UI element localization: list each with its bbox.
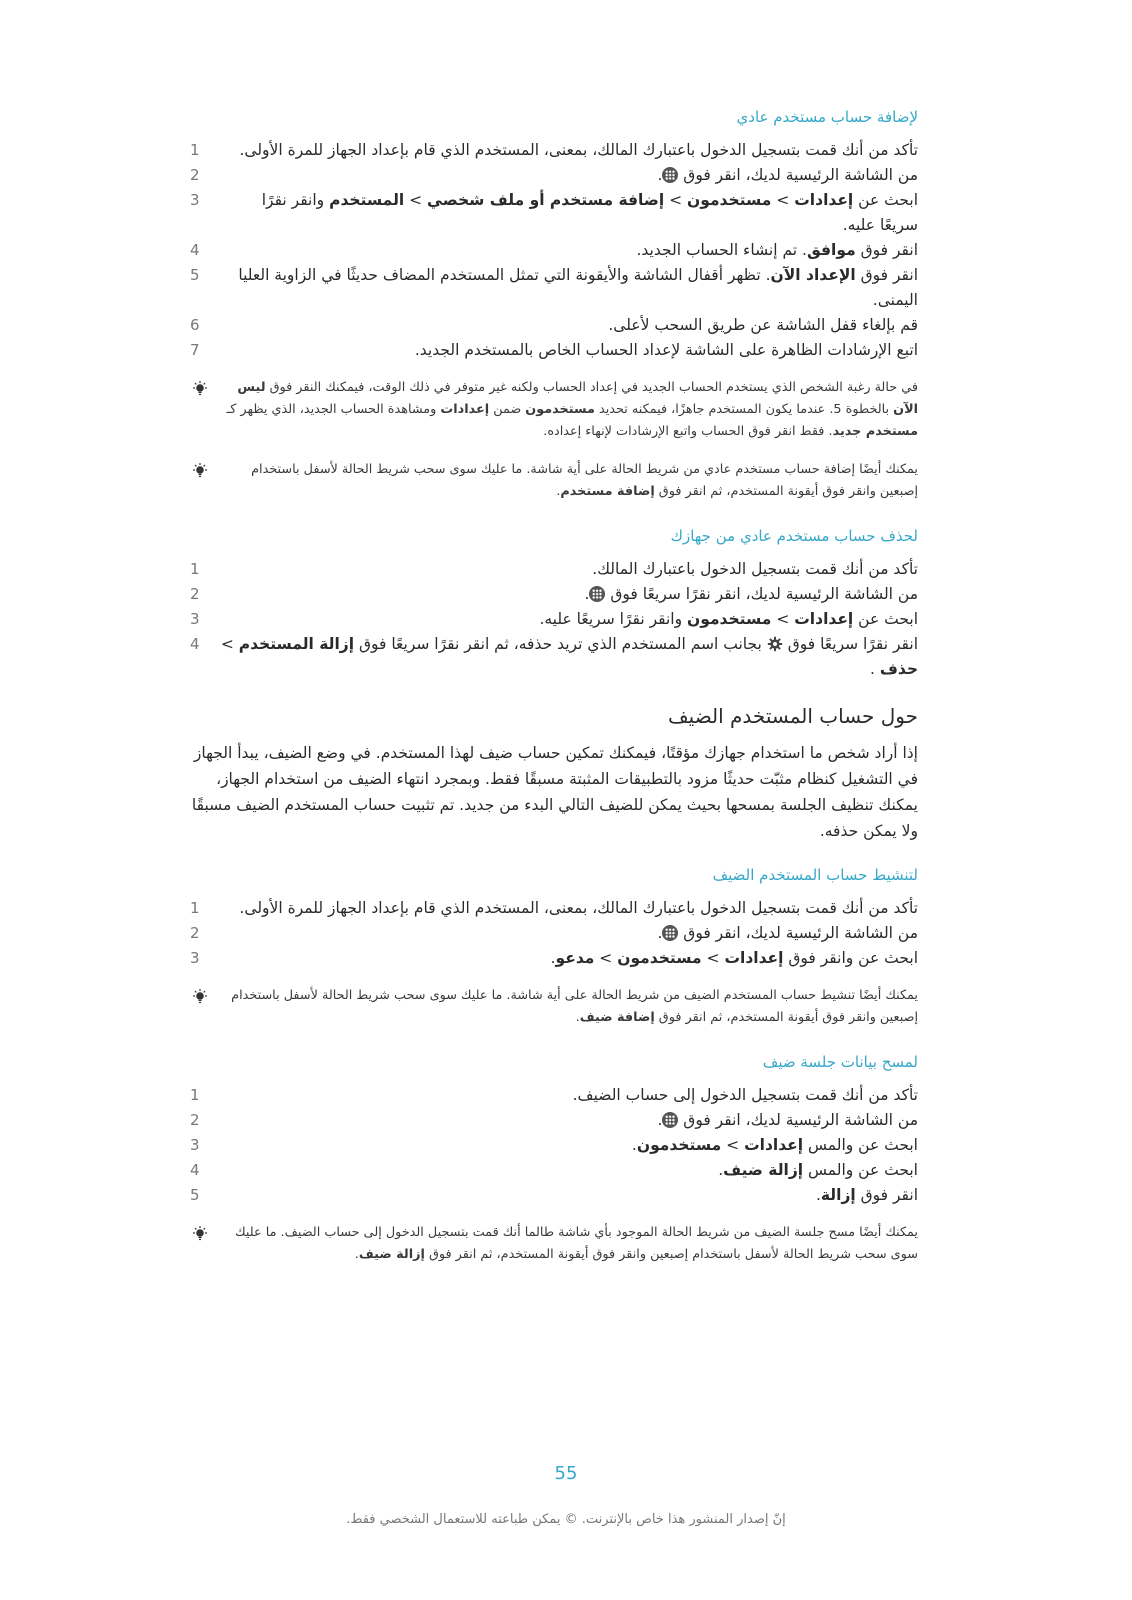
step-text-end: . — [657, 166, 663, 184]
step-number: 3 — [190, 949, 200, 967]
step-text: تأكد من أنك قمت بتسجيل الدخول باعتبارك المالك، بمعنى، المستخدم الذي قام بإعداد الجهاز للمرة الأولى. — [239, 899, 918, 917]
step-item — [190, 921, 918, 946]
step-number: 4 — [190, 241, 200, 259]
apps-grid-icon — [662, 167, 678, 183]
step-text-end: . — [657, 1111, 663, 1129]
lightbulb-icon — [190, 987, 210, 1007]
tip-text: يمكنك أيضًا مسح جلسة الضيف من شريط الحالة الموجود بأي شاشة طالما أنك قمت بتسجيل الدخول إلى حساب الضيف. ما عليك سوى سحب شريط الحالة لأسفل باستخدام إصبعين وانقر فوق أيقونة المستخدم، ثم انقر فوق — [235, 1225, 918, 1262]
lightbulb-icon — [190, 1224, 210, 1244]
step-number: 1 — [190, 899, 200, 917]
tip-text: ضمن — [489, 402, 526, 417]
tip-text: . — [556, 484, 561, 499]
ui-term: موافق — [806, 241, 856, 259]
step-text: بجانب اسم المستخدم الذي تريد حذفه، ثم انقر نقرًا سريعًا فوق — [354, 635, 767, 653]
step-text: من الشاشة الرئيسية لديك، انقر نقرًا سريعًا فوق — [605, 585, 918, 603]
step-text: ابحث عن والمس — [803, 1161, 918, 1179]
step-text: تأكد من أنك قمت بتسجيل الدخول إلى حساب الضيف. — [572, 1086, 918, 1104]
step-number: 5 — [190, 1186, 200, 1204]
gear-icon — [767, 636, 783, 652]
ui-term: الإعداد الآن — [770, 266, 856, 284]
step-text-end: . — [631, 1136, 637, 1154]
step-item — [190, 263, 918, 313]
apps-grid-icon — [589, 586, 605, 602]
tip-text: ومشاهدة الحساب الجديد، الذي يظهر كـ — [226, 402, 441, 417]
ui-term: إضافة مستخدم — [560, 484, 655, 499]
step-text: انقر فوق — [855, 1186, 918, 1204]
page-number: 55 — [554, 1463, 578, 1484]
ui-term: حذف — [879, 660, 918, 678]
step-number: 4 — [190, 635, 200, 653]
step-number: 1 — [190, 560, 200, 578]
step-item — [190, 338, 918, 363]
section-heading-delete-user: لحذف حساب مستخدم عادي من جهازك — [670, 527, 918, 545]
step-text-end: . — [870, 660, 880, 678]
tip-text: . — [354, 1247, 359, 1262]
tip-text: . — [575, 1010, 580, 1025]
step-number: 5 — [190, 266, 200, 284]
lightbulb-icon — [190, 461, 210, 481]
tip-text: يمكنك أيضًا إضافة حساب مستخدم عادي من شريط الحالة على أية شاشة. ما عليك سوى سحب شريط الحالة لأسفل باستخدام إصبعين وانقر فوق أيقونة المستخدم، ثم انقر فوق — [251, 462, 918, 499]
step-text: انقر فوق — [855, 266, 918, 284]
step-item — [190, 896, 918, 921]
step-item — [190, 1158, 918, 1183]
step-item — [190, 1183, 918, 1208]
step-number: 3 — [190, 610, 200, 628]
step-item — [190, 557, 918, 582]
step-text-end: . — [815, 1186, 821, 1204]
ui-term: إزالة — [820, 1186, 856, 1204]
step-text: ابحث عن والمس — [803, 1136, 918, 1154]
step-number: 3 — [190, 1136, 200, 1154]
step-item — [190, 238, 918, 263]
ui-term: إزالة المستخدم — [238, 635, 355, 653]
path-separator: > — [594, 949, 618, 967]
step-text: تأكد من أنك قمت بتسجيل الدخول باعتبارك المالك. — [592, 560, 918, 578]
apps-grid-icon — [662, 925, 678, 941]
step-number: 2 — [190, 924, 200, 942]
step-item — [190, 1083, 918, 1108]
step-text: ابحث عن — [853, 610, 918, 628]
section-heading-clear-guest: لمسح بيانات جلسة ضيف — [762, 1053, 918, 1071]
ui-term: مستخدمون — [617, 949, 702, 967]
step-text-end: . — [657, 924, 663, 942]
section-heading-add-user: لإضافة حساب مستخدم عادي — [736, 108, 918, 126]
step-number: 4 — [190, 1161, 200, 1179]
manual-page — [190, 106, 918, 1282]
step-item — [190, 163, 918, 188]
ui-term: إزالة ضيف — [358, 1247, 425, 1262]
step-item — [190, 138, 918, 163]
step-text-end: . تظهر أقفال الشاشة والأيقونة التي تمثل المستخدم المضاف حديثًا في الزاوية العليا اليمنى. — [238, 266, 918, 309]
step-number: 2 — [190, 166, 200, 184]
ui-term: إعدادات — [794, 191, 854, 209]
ui-term: مستخدم جديد — [832, 424, 918, 439]
ui-term: مدعو — [555, 949, 595, 967]
step-number: 2 — [190, 585, 200, 603]
lightbulb-icon — [190, 379, 210, 399]
step-number: 2 — [190, 1111, 200, 1129]
tip-note — [190, 459, 918, 503]
step-number: 6 — [190, 316, 200, 334]
tip-note — [190, 985, 918, 1029]
step-text: من الشاشة الرئيسية لديك، انقر فوق — [678, 924, 918, 942]
steps-delete-user — [190, 557, 918, 682]
step-text: من الشاشة الرئيسية لديك، انقر فوق — [678, 1111, 918, 1129]
path-separator: > — [664, 191, 688, 209]
steps-activate-guest — [190, 896, 918, 971]
path-separator: > — [771, 191, 795, 209]
step-text: من الشاشة الرئيسية لديك، انقر فوق — [678, 166, 918, 184]
step-item — [190, 607, 918, 632]
ui-term: إعدادات — [794, 610, 854, 628]
path-separator: > — [220, 635, 239, 653]
step-item — [190, 313, 918, 338]
ui-term: إضافة ضيف — [579, 1010, 655, 1025]
guest-paragraph: إذا أراد شخص ما استخدام جهازك مؤقتًا، فيمكنك تمكين حساب ضيف لهذا المستخدم. في وضع الضيف، يبدأ الجهاز في التشغيل كنظام مثبّت حديثًا مزود بالتطبيقات المثبتة مسبقًا فقط. وبمجرد انتهاء الضيف من استخدام الجهاز، يمكنك تنظيف الجلسة بمسحها بحيث يمكن للضيف التالي البدء من جديد. تم تثبيت حساب المستخدم الضيف مسبقًا ولا يمكن حذفه. — [191, 744, 918, 840]
ui-term: مستخدمون — [687, 610, 772, 628]
step-item — [190, 582, 918, 607]
step-text-end: وانقر نقرًا سريعًا عليه. — [261, 191, 918, 234]
path-separator: > — [771, 610, 795, 628]
step-text: تأكد من أنك قمت بتسجيل الدخول باعتبارك المالك، بمعنى، المستخدم الذي قام بإعداد الجهاز للمرة الأولى. — [239, 141, 918, 159]
step-number: 1 — [190, 1086, 200, 1104]
path-separator: > — [701, 949, 725, 967]
ui-term: ليس الآن — [237, 380, 918, 417]
path-separator: > — [404, 191, 428, 209]
step-item — [190, 1133, 918, 1158]
step-text-end: . — [550, 949, 556, 967]
step-text: انقر نقرًا سريعًا فوق — [782, 635, 918, 653]
ui-term: إزالة ضيف — [723, 1161, 804, 1179]
step-item — [190, 188, 918, 238]
ui-term: المستخدم — [329, 191, 405, 209]
tip-text: يمكنك أيضًا تنشيط حساب المستخدم الضيف من شريط الحالة على أية شاشة. ما عليك سوى سحب شريط الحالة لأسفل باستخدام إصبعين وانقر فوق أيقونة المستخدم، ثم انقر فوق — [231, 988, 918, 1025]
ui-term: إعدادات — [744, 1136, 804, 1154]
ui-term: إعدادات — [440, 402, 490, 417]
step-number: 7 — [190, 341, 200, 359]
ui-term: إعدادات — [724, 949, 784, 967]
ui-term: مستخدمون — [687, 191, 772, 209]
section-heading-activate-guest: لتنشيط حساب المستخدم الضيف — [712, 866, 918, 884]
tip-note — [190, 1222, 918, 1266]
path-separator: > — [721, 1136, 745, 1154]
apps-grid-icon — [662, 1112, 678, 1128]
step-number: 1 — [190, 141, 200, 159]
ui-term: مستخدمون — [636, 1136, 722, 1154]
ui-term: مستخدمون — [525, 402, 595, 417]
steps-add-user — [190, 138, 918, 363]
section-heading-guest: حول حساب المستخدم الضيف — [667, 704, 918, 728]
step-text-end: وانقر نقرًا سريعًا عليه. — [539, 610, 688, 628]
tip-text: بالخطوة 5. عندما يكون المستخدم جاهزًا، فيمكنه تحديد — [594, 402, 894, 417]
step-text: اتبع الإرشادات الظاهرة على الشاشة لإعداد الحساب الخاص بالمستخدم الجديد. — [414, 341, 918, 359]
step-text: ابحث عن وانقر فوق — [783, 949, 918, 967]
step-number: 3 — [190, 191, 200, 209]
step-item — [190, 946, 918, 971]
tip-note — [190, 377, 918, 443]
step-item — [190, 632, 918, 682]
step-text-end: . تم إنشاء الحساب الجديد. — [636, 241, 807, 259]
page-footer: إنّ إصدار المنشور هذا خاص بالإنترنت. © يمكن طباعته للاستعمال الشخصي فقط. — [346, 1512, 786, 1527]
step-text: ابحث عن — [853, 191, 918, 209]
step-item — [190, 1108, 918, 1133]
step-text: انقر فوق — [855, 241, 918, 259]
tip-text: . فقط انقر فوق الحساب واتبع الإرشادات لإنهاء إعداده. — [543, 424, 833, 439]
step-text-end: . — [584, 585, 590, 603]
steps-clear-guest — [190, 1083, 918, 1208]
tip-text: في حالة رغبة الشخص الذي يستخدم الحساب الجديد في إعداد الحساب ولكنه غير متوفر في ذلك الوقت، فيمكنك النقر فوق — [265, 380, 918, 395]
step-text-end: . — [718, 1161, 724, 1179]
step-text: قم بإلغاء قفل الشاشة عن طريق السحب لأعلى. — [608, 316, 918, 334]
ui-term: إضافة مستخدم أو ملف شخصي — [427, 191, 665, 209]
